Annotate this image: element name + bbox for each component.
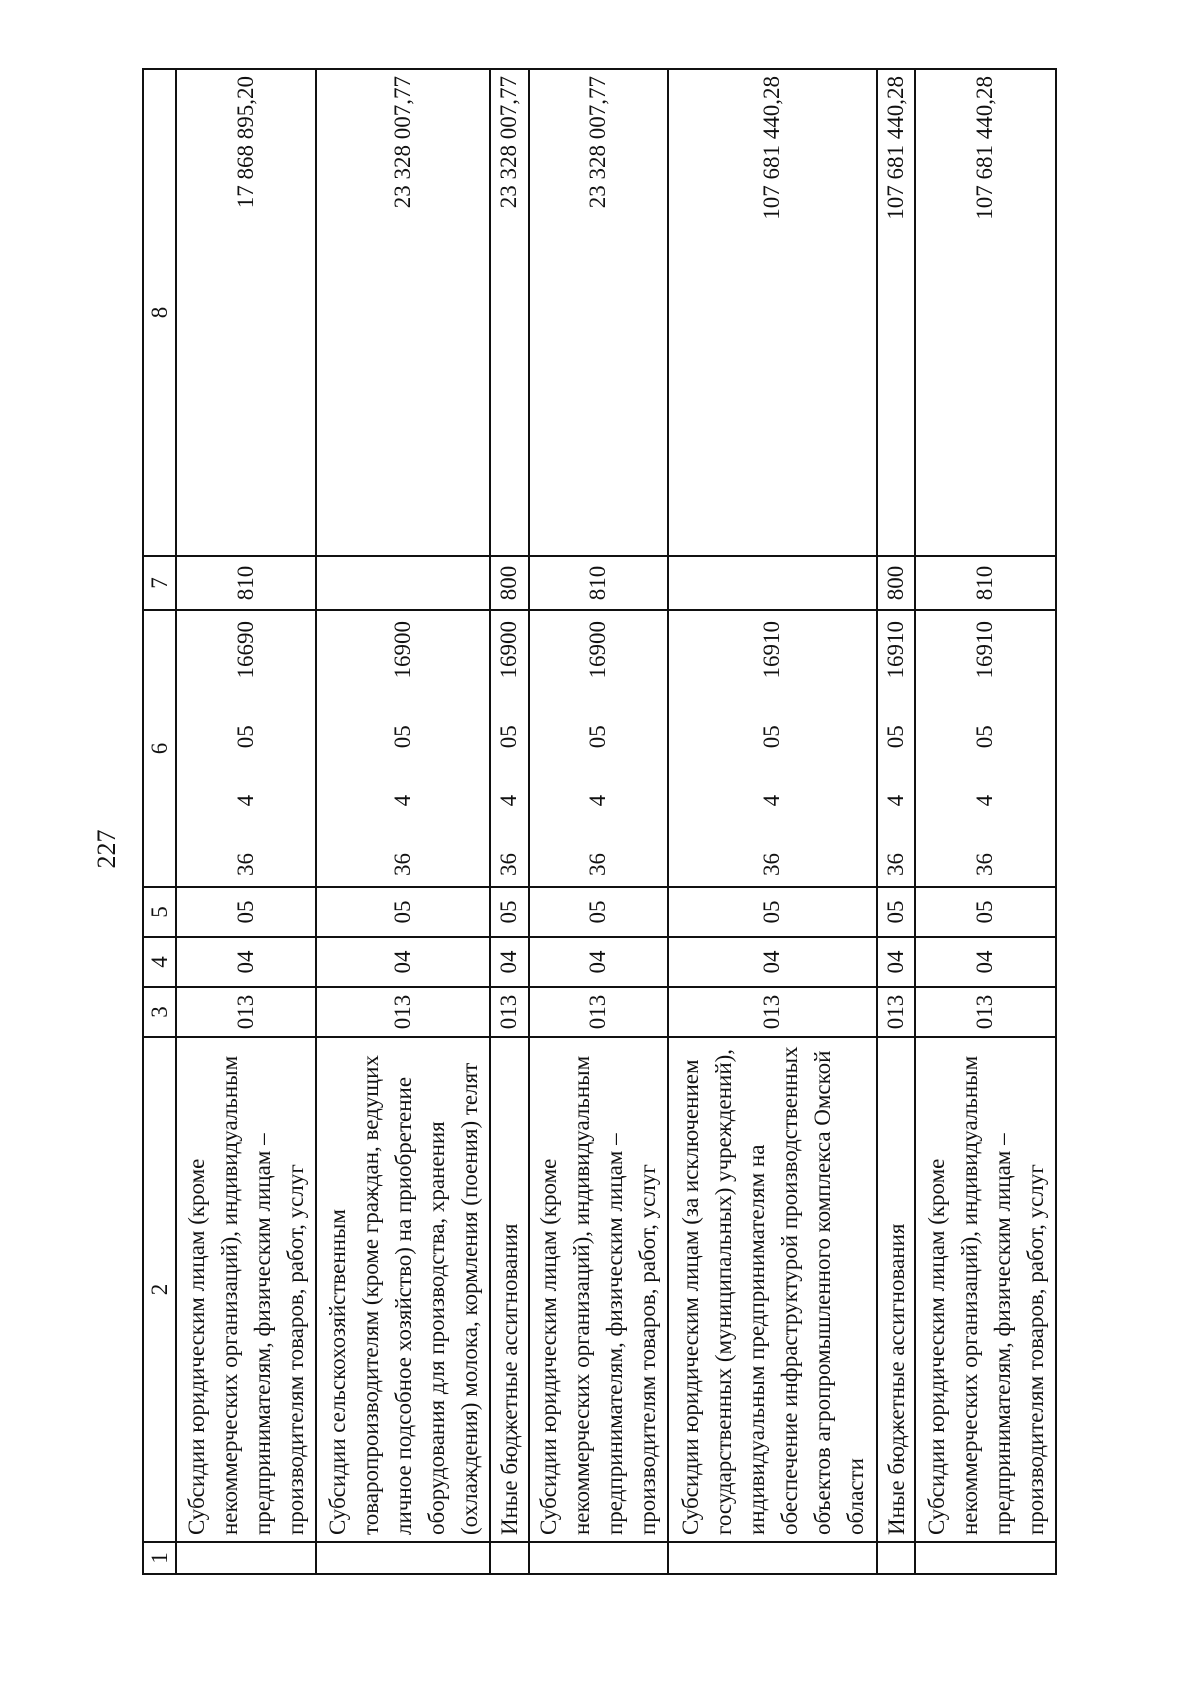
header-cell-5: 5	[143, 887, 176, 937]
header-cell-1: 1	[143, 1542, 176, 1574]
expense-type-cell	[316, 556, 490, 610]
description-cell: Субсидии юридическим лицам (кроме некоммерческих организаций), индивидуальным предпринимателям, физическим лицам – производителям товаров, работ, услуг	[915, 1037, 1056, 1542]
target-code-cell	[490, 610, 528, 887]
budget-table	[142, 68, 1057, 1575]
target-code-cell	[877, 610, 915, 887]
target-code-part: 16910	[882, 621, 908, 679]
target-code-part: 36	[496, 853, 522, 876]
row-number-cell	[316, 1542, 490, 1574]
target-code-part: 4	[972, 794, 998, 807]
table-row	[176, 69, 316, 1574]
target-code-cell	[668, 610, 877, 887]
code-cell-4: 04	[915, 937, 1056, 987]
description-cell: Иные бюджетные ассигнования	[490, 1037, 528, 1542]
row-number-cell	[877, 1542, 915, 1574]
row-number-cell	[176, 1542, 316, 1574]
target-code-cell	[529, 610, 669, 887]
code-cell-5: 05	[490, 887, 528, 937]
target-code-part: 05	[496, 725, 522, 749]
header-cell-7: 7	[143, 556, 176, 610]
target-code-cell	[915, 610, 1056, 887]
target-code-part: 36	[882, 853, 908, 876]
header-cell-4: 4	[143, 937, 176, 987]
amount-cell: 107 681 440,28	[877, 69, 915, 556]
code-cell-4: 04	[176, 937, 316, 987]
row-number-cell	[668, 1542, 877, 1574]
row-number-cell	[529, 1542, 669, 1574]
code-cell-4: 04	[316, 937, 490, 987]
code-cell-3: 013	[668, 987, 877, 1037]
target-code-part: 4	[882, 794, 908, 807]
target-code-part: 05	[233, 725, 259, 749]
code-cell-5: 05	[316, 887, 490, 937]
target-code-part: 36	[759, 853, 785, 876]
amount-cell: 17 868 895,20	[176, 69, 316, 556]
target-code-part: 16900	[585, 621, 611, 679]
code-cell-3: 013	[915, 987, 1056, 1037]
target-code-cell	[176, 610, 316, 887]
target-code-part: 36	[233, 853, 259, 876]
target-code-part: 4	[233, 794, 259, 807]
table-row	[668, 69, 877, 1574]
target-code-part: 05	[882, 725, 908, 749]
expense-type-cell: 800	[490, 556, 528, 610]
target-code-part: 05	[972, 725, 998, 749]
target-code-part: 05	[390, 725, 416, 749]
code-cell-5: 05	[915, 887, 1056, 937]
expense-type-cell: 810	[529, 556, 669, 610]
amount-cell: 107 681 440,28	[915, 69, 1056, 556]
target-code-part: 4	[585, 794, 611, 807]
code-cell-4: 04	[877, 937, 915, 987]
target-code-part: 05	[585, 725, 611, 749]
description-cell: Иные бюджетные ассигнования	[877, 1037, 915, 1542]
target-code-part: 16900	[496, 621, 522, 679]
code-cell-3: 013	[490, 987, 528, 1037]
description-cell: Субсидии юридическим лицам (кроме некоммерческих организаций), индивидуальным предпринимателям, физическим лицам – производителям товаров, работ, услуг	[176, 1037, 316, 1542]
header-cell-6: 6	[143, 610, 176, 887]
header-row	[143, 69, 176, 1574]
target-code-part: 36	[390, 853, 416, 876]
code-cell-4: 04	[529, 937, 669, 987]
target-code-part: 4	[496, 794, 522, 807]
description-cell: Субсидии сельскохозяйственным товаропроизводителям (кроме граждан, ведущих личное подсобное хозяйство) на приобретение оборудования для производства, хранения (охлаждения) молока, кормления (поения) телят	[316, 1037, 490, 1542]
code-cell-3: 013	[316, 987, 490, 1037]
target-code-part: 36	[972, 853, 998, 876]
code-cell-3: 013	[877, 987, 915, 1037]
description-cell: Субсидии юридическим лицам (за исключением государственных (муниципальных) учреждений), индивидуальным предпринимателям на обеспечение инфраструктурой производственных объектов агропромышленного комплекса Омской области	[668, 1037, 877, 1542]
target-code-part: 4	[390, 794, 416, 807]
target-code-part: 36	[585, 853, 611, 876]
amount-cell: 107 681 440,28	[668, 69, 877, 556]
expense-type-cell: 810	[915, 556, 1056, 610]
target-code-part: 05	[759, 725, 785, 749]
row-number-cell	[915, 1542, 1056, 1574]
target-code-part: 4	[759, 794, 785, 807]
table-row	[529, 69, 669, 1574]
code-cell-5: 05	[668, 887, 877, 937]
page-number: 227	[92, 829, 121, 869]
table-row	[915, 69, 1056, 1574]
amount-cell: 23 328 007,77	[529, 69, 669, 556]
amount-cell: 23 328 007,77	[316, 69, 490, 556]
code-cell-5: 05	[176, 887, 316, 937]
code-cell-3: 013	[529, 987, 669, 1037]
code-cell-4: 04	[668, 937, 877, 987]
row-number-cell	[490, 1542, 528, 1574]
table-wrapper	[142, 70, 1057, 1575]
description-cell: Субсидии юридическим лицам (кроме некоммерческих организаций), индивидуальным предпринимателям, физическим лицам – производителям товаров, работ, услуг	[529, 1037, 669, 1542]
amount-cell: 23 328 007,77	[490, 69, 528, 556]
code-cell-5: 05	[529, 887, 669, 937]
header-cell-3: 3	[143, 987, 176, 1037]
target-code-part: 16900	[390, 621, 416, 679]
header-cell-2: 2	[143, 1037, 176, 1542]
code-cell-5: 05	[877, 887, 915, 937]
target-code-part: 16690	[233, 621, 259, 679]
target-code-part: 16910	[759, 621, 785, 679]
table-row	[490, 69, 528, 1574]
target-code-cell	[316, 610, 490, 887]
table-row	[877, 69, 915, 1574]
header-cell-8: 8	[143, 69, 176, 556]
code-cell-4: 04	[490, 937, 528, 987]
expense-type-cell	[668, 556, 877, 610]
table-row	[316, 69, 490, 1574]
expense-type-cell: 800	[877, 556, 915, 610]
code-cell-3: 013	[176, 987, 316, 1037]
target-code-part: 16910	[972, 621, 998, 679]
expense-type-cell: 810	[176, 556, 316, 610]
